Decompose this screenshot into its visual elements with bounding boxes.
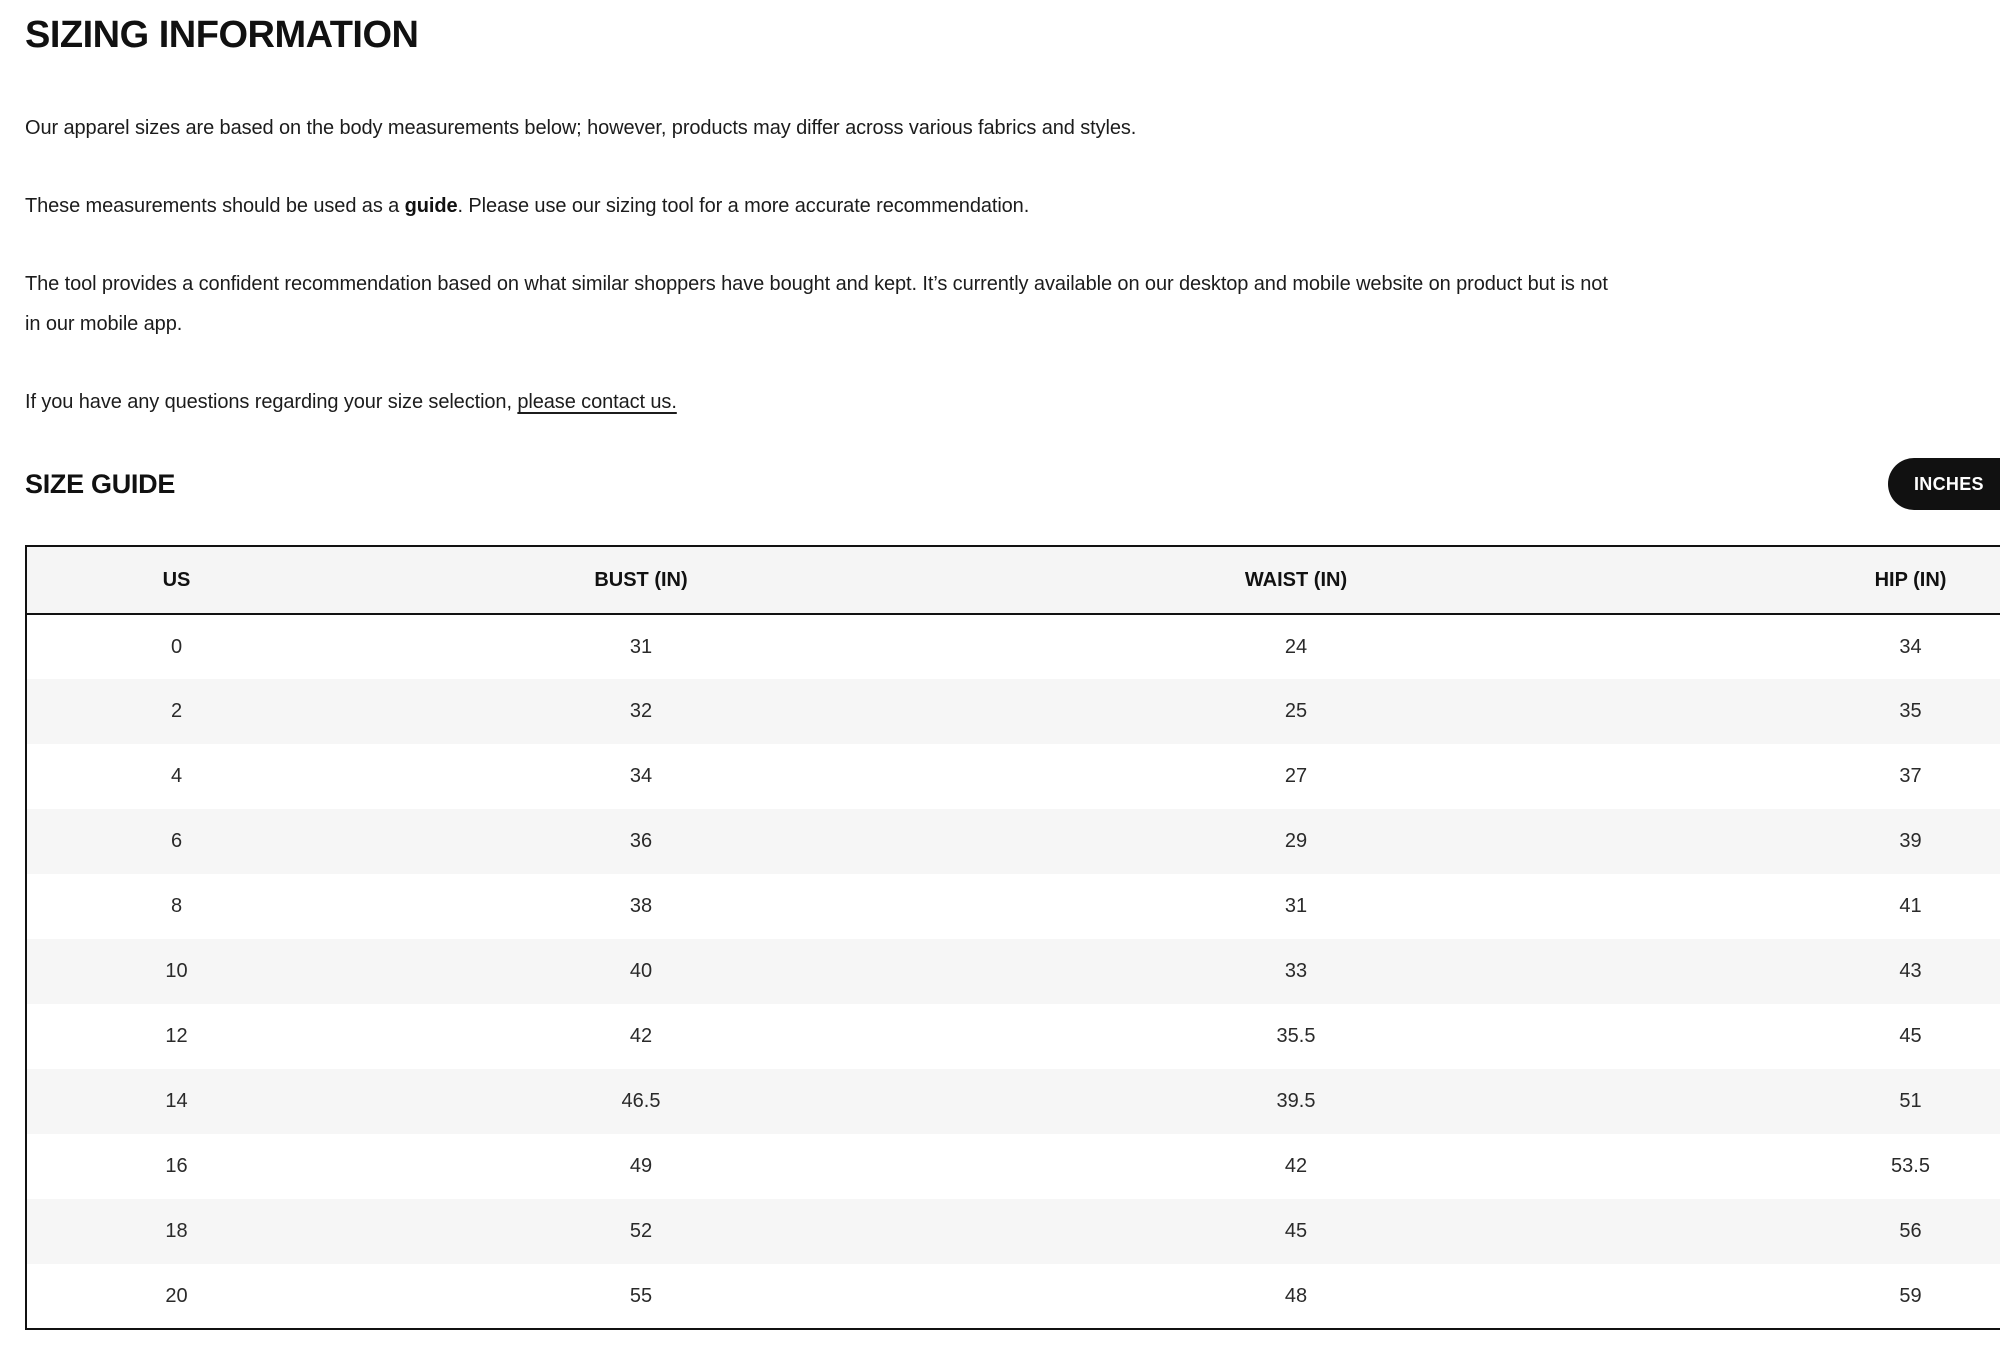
size-table-row: [26, 1134, 2000, 1199]
size-table-cell: 31: [1284, 895, 1308, 917]
intro-paragraph-3: [25, 264, 2000, 344]
size-table-cell: 43: [1899, 960, 1922, 982]
size-table-cell: 39.5: [1276, 1090, 1316, 1112]
size-table-cell: 35.5: [1276, 1025, 1316, 1047]
intro-paragraph-1: [25, 108, 2000, 148]
size-table-cell: 37: [1899, 765, 1922, 787]
size-table-cell: 35: [1899, 700, 1922, 722]
size-table-cell: 49: [629, 1155, 653, 1177]
guide-bold-word: guide: [404, 195, 458, 217]
size-guide-heading: SIZE GUIDE: [25, 469, 176, 499]
inches-unit-toggle-button[interactable]: [1888, 458, 2000, 510]
size-table-cell: 24: [1284, 635, 1308, 658]
size-table-cell: 4: [170, 765, 183, 787]
sizing-information-page: [0, 12, 2000, 1352]
size-table-cell: 29: [1284, 830, 1308, 852]
paragraph-3-line-1: The tool provides a confident recommendation based on what similar shoppers have bought and kept. It’s currently available on our desktop and mobile website on product but is not: [25, 273, 1608, 295]
size-table-cell: 2: [170, 700, 183, 722]
size-table-header-cell: WAIST (IN): [956, 546, 1636, 614]
size-table-cell: 36: [629, 830, 653, 852]
size-table-cell: 27: [1284, 765, 1308, 787]
paragraph-4-text: If you have any questions regarding your size selection,: [25, 391, 518, 413]
intro-paragraph-1-text: Our apparel sizes are based on the body measurements below; however, products may differ across various fabrics and styles.: [25, 117, 1137, 139]
size-table-cell: 56: [1899, 1220, 1922, 1242]
size-table-body: [26, 614, 2000, 1329]
size-table-cell: 33: [1284, 960, 1308, 982]
size-table-cell: 42: [1284, 1155, 1308, 1177]
contact-us-link[interactable]: please contact us.: [517, 391, 677, 413]
size-table-cell: 48: [1284, 1284, 1308, 1307]
size-guide-table: [25, 545, 2000, 1330]
size-table-cell: 45: [1899, 1025, 1922, 1047]
size-table-cell: 38: [629, 895, 653, 917]
size-table-head: [26, 546, 2000, 614]
size-table-row: [26, 679, 2000, 744]
size-table-cell: 41: [1899, 895, 1922, 917]
size-table-cell: 0: [170, 635, 183, 658]
size-table-row: [26, 1069, 2000, 1134]
size-table-cell: 18: [165, 1220, 188, 1242]
paragraph-3-line-2: in our mobile app.: [25, 313, 183, 335]
size-table-cell: 20: [165, 1284, 188, 1307]
size-guide-header-row: [25, 458, 2000, 510]
size-table-cell: 31: [629, 635, 653, 658]
intro-paragraph-2: [25, 186, 2000, 226]
size-table-row: [26, 1199, 2000, 1264]
size-table-cell: 55: [629, 1284, 653, 1307]
size-table-cell: 40: [629, 960, 653, 982]
paragraph-2-text-after: . Please use our sizing tool for a more accurate recommendation.: [457, 195, 1030, 217]
size-table-cell: 46.5: [621, 1090, 661, 1112]
size-table-cell: 51: [1899, 1090, 1922, 1112]
size-table-cell: 32: [629, 700, 653, 722]
size-table-cell: 59: [1899, 1284, 1922, 1307]
size-table-cell: 8: [170, 895, 183, 917]
size-table-cell: 10: [165, 960, 188, 982]
size-table-cell: 25: [1284, 700, 1308, 722]
size-table-cell: 53.5: [1891, 1155, 1930, 1177]
size-table-row: [26, 744, 2000, 809]
size-table-row: [26, 874, 2000, 939]
size-table-cell: 34: [1899, 635, 1922, 658]
size-table-cell: 16: [165, 1155, 188, 1177]
size-table-cell: 12: [165, 1025, 188, 1047]
size-table-header-row: [26, 546, 2000, 614]
size-table-cell: 45: [1284, 1220, 1308, 1242]
size-table-row: [26, 1004, 2000, 1069]
size-table-cell: 6: [170, 830, 183, 852]
size-table-row: [26, 939, 2000, 1004]
size-table-cell: 52: [629, 1220, 653, 1242]
size-table-header-cell: US: [26, 546, 326, 614]
size-table-row: [26, 614, 2000, 679]
size-table-cell: 42: [629, 1025, 653, 1047]
inches-unit-toggle-label: INCHES: [1914, 473, 1984, 494]
size-table-cell: 14: [165, 1090, 188, 1112]
size-table-header-cell: BUST (IN): [326, 546, 956, 614]
size-table-cell: 34: [629, 765, 653, 787]
size-table-cell: 39: [1899, 830, 1922, 852]
paragraph-2-text-before: These measurements should be used as a: [25, 195, 405, 217]
size-table-row: [26, 1264, 2000, 1329]
page-title: SIZING INFORMATION: [25, 14, 419, 56]
size-table-header-cell: HIP (IN): [1636, 546, 2000, 614]
intro-paragraph-4: [25, 382, 2000, 422]
size-table-row: [26, 809, 2000, 874]
